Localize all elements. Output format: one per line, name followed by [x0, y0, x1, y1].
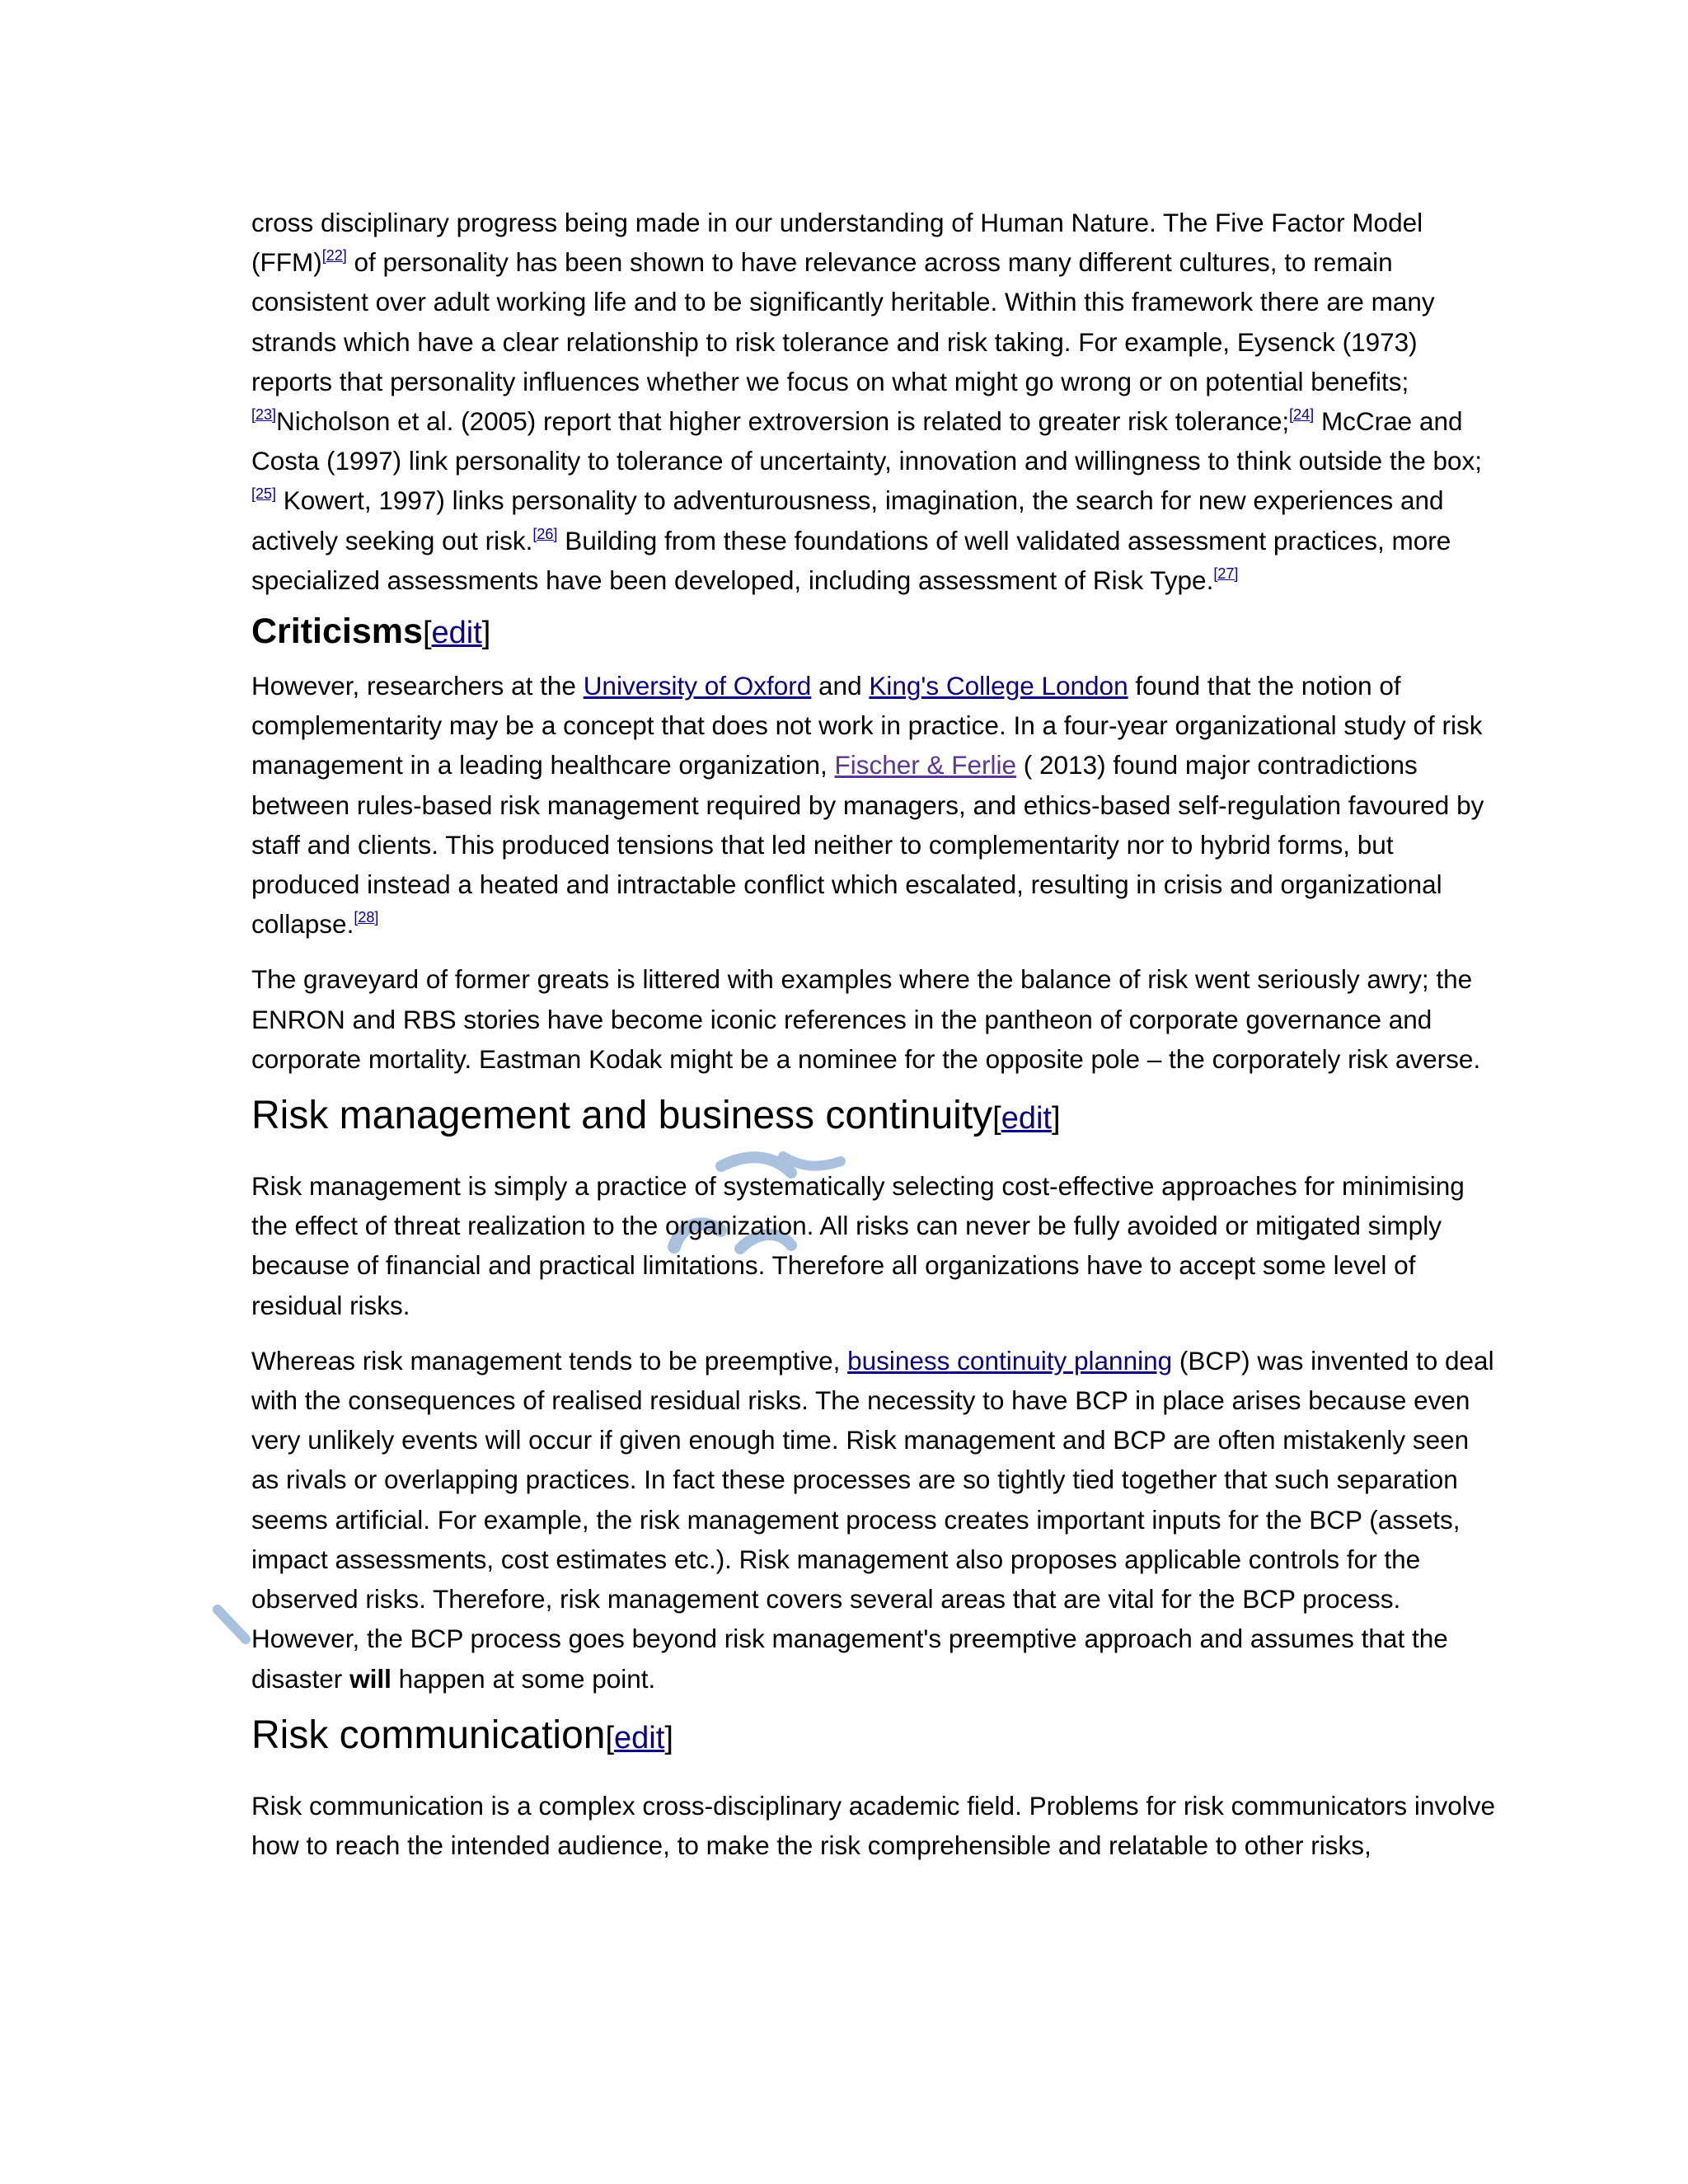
- paragraph-criticisms-2: The graveyard of former greats is littered with examples where the balance of risk went seriously awry; the ENRON and RBS stories have become iconic references in the pantheon of corporate governance and corporate mortality. Eastman Kodak might be a nominee for the opposite pole – the corporately risk averse.: [251, 964, 1481, 1074]
- text-span: ( 2013) found major contradictions between rules-based risk management required by managers, and ethics-based self-regulation favoured by staff and clients. This produced tensions that led neither to complementarity nor to hybrid forms, but produced instead a heated and intractable conflict which escalated, resulting in crisis and organizational collapse.: [251, 750, 1484, 940]
- paragraph-communication-1: Risk communication is a complex cross-disciplinary academic field. Problems for risk communicators involve how to reach the intended audience, to make the risk comprehensible and relatable to other risks,: [251, 1790, 1495, 1860]
- text-span: (BCP) was invented to deal with the consequences of realised residual risks. The necessity to have BCP in place arises because even very unlikely events will occur if given enough time. Risk management and BCP are often mistakenly seen as rivals or overlapping practices. In fact these processes are so tightly tied together that such separation seems artificial. For example, the risk management process creates important inputs for the BCP (assets, impact assessments, cost estimates etc.). Risk management also proposes applicable controls for the observed risks. Therefore, risk management covers several areas that are vital for the BCP process. However, the BCP process goes beyond risk management's preemptive approach and assumes that the disaster: [251, 1345, 1494, 1694]
- text-span: of personality has been shown to have relevance across many different cultures, to remain consistent over adult working life and to be significantly heritable. Within this framework there are many strands which have a clear relationship to risk tolerance and risk taking. For example, Eysenck (1973) reports that personality influences whether we focus on what might go wrong or on potential benefits;: [251, 247, 1435, 396]
- paragraph-criticisms-1: [251, 666, 1496, 944]
- ref-26-link[interactable]: [26]: [532, 525, 558, 542]
- paragraph-continuity-1: Risk management is simply a practice of systematically selecting cost-effective approaches for minimising the effect of threat realization to the organization. All risks can never be fully avoided or mitigated simply because of financial and practical limitations. Therefore all organizations have to accept some level of residual risks.: [251, 1171, 1465, 1320]
- text-span: McCrae and Costa (1997) link personality to tolerance of uncertainty, innovation and willingness to think outside the box;: [251, 406, 1483, 476]
- link-university-of-oxford[interactable]: University of Oxford: [583, 671, 812, 701]
- heading-text: Risk management and business continuity: [251, 1094, 993, 1138]
- edit-link[interactable]: edit: [1001, 1101, 1052, 1137]
- heading-text: Criticisms: [251, 612, 423, 652]
- heading-business-continuity: [251, 1091, 1496, 1143]
- ref-23-link[interactable]: [23]: [251, 406, 277, 424]
- text-span: However, researchers at the: [251, 671, 584, 701]
- ref-26[interactable]: [532, 526, 557, 542]
- ref-25[interactable]: [251, 485, 276, 502]
- link-fischer-ferlie[interactable]: Fischer & Ferlie: [834, 750, 1017, 780]
- ref-27[interactable]: [1213, 565, 1238, 582]
- ref-28-link[interactable]: [28]: [354, 909, 379, 926]
- ref-22[interactable]: [322, 247, 347, 264]
- article-page: [251, 203, 1496, 1865]
- ref-25-link[interactable]: [25]: [251, 485, 277, 503]
- text-span: Nicholson et al. (2005) report that higher extroversion is related to greater risk tolerance;: [276, 406, 1290, 437]
- ref-22-link[interactable]: [22]: [321, 247, 347, 265]
- paragraph-continuity-2: [251, 1341, 1496, 1699]
- ref-28[interactable]: [354, 909, 378, 926]
- bold-text: will: [349, 1663, 392, 1694]
- text-span: and: [811, 671, 870, 701]
- text-span: happen at some point.: [391, 1663, 656, 1694]
- text-span: cross disciplinary progress being made in our understanding of Human Nature. The Five Factor Model (FFM): [251, 208, 1423, 278]
- ref-24-link[interactable]: [24]: [1289, 406, 1315, 424]
- heading-criticisms: [251, 610, 1496, 654]
- edit-link[interactable]: edit: [431, 616, 482, 651]
- ref-27-link[interactable]: [27]: [1213, 565, 1239, 582]
- heading-risk-communication: [251, 1711, 1496, 1763]
- ref-24[interactable]: [1289, 406, 1314, 423]
- edit-section-criticisms: [edit]: [422, 616, 491, 651]
- edit-section-business-continuity: [edit]: [992, 1101, 1061, 1137]
- edit-section-risk-communication: [edit]: [605, 1720, 673, 1755]
- ref-23[interactable]: [251, 406, 276, 423]
- heading-text: Risk communication: [251, 1713, 606, 1757]
- text-span: Building from these foundations of well validated assessment practices, more specialized assessments have been developed, including assessment of Risk Type.: [251, 525, 1451, 595]
- watermark-fragment-left: [213, 1603, 254, 1652]
- link-business-continuity-planning[interactable]: business continuity planning: [847, 1345, 1173, 1376]
- paragraph-personality: [251, 203, 1496, 600]
- text-span: Kowert, 1997) links personality to adventurousness, imagination, the search for new experiences and actively seeking out risk.: [251, 485, 1444, 555]
- edit-link[interactable]: edit: [614, 1720, 665, 1755]
- text-span: found that the notion of complementarity may be a concept that does not work in practice. In a four-year organizational study of risk management in a leading healthcare organization,: [251, 671, 1483, 780]
- link-kings-college-london[interactable]: King's College London: [869, 671, 1128, 701]
- text-span: Whereas risk management tends to be preemptive,: [251, 1345, 848, 1376]
